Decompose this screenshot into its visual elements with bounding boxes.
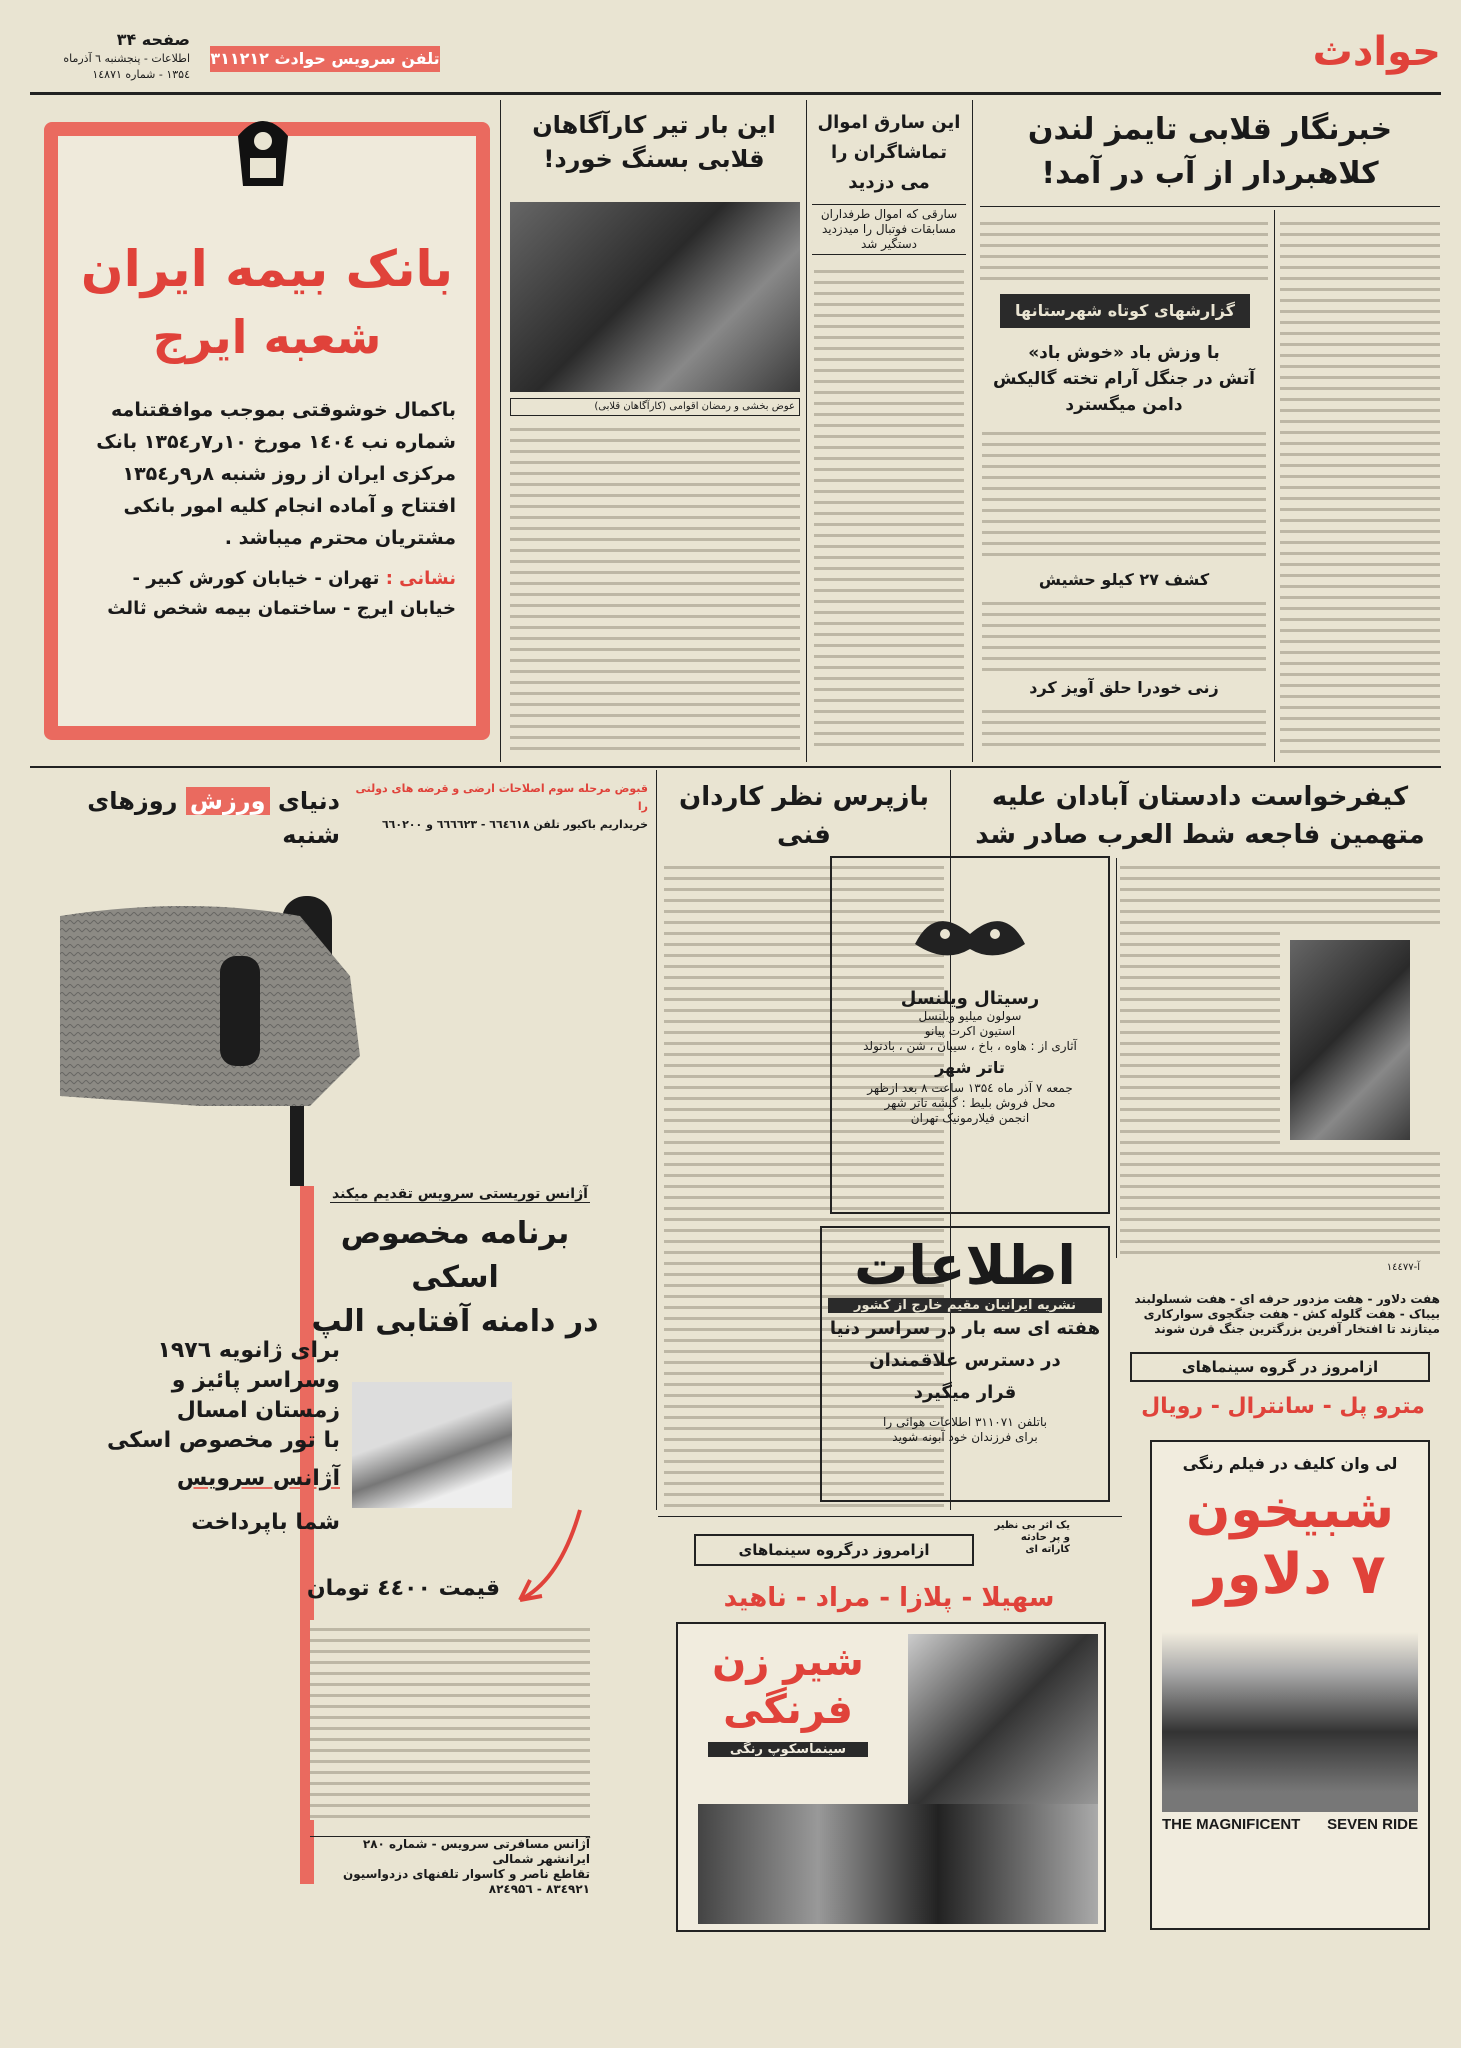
cowboys-illustration: [1162, 1612, 1418, 1812]
provinces-body-3: [982, 702, 1266, 754]
thief-subhead-1: سارقی که اموال طرفداران: [820, 207, 958, 221]
hanging-subhead: زنی خودرا حلق آویز کرد: [1029, 678, 1219, 697]
provinces-body-1: [982, 424, 1266, 564]
times-headline-2: کلاهبردار از آب در آمد!: [1041, 156, 1379, 191]
provinces-headline-2: آتش در جنگل آرام تخته گالیکش: [993, 369, 1255, 389]
ettelaat-line-2: در دسترس علاقمندان: [869, 1350, 1061, 1371]
concert-venue: تاتر شهر: [935, 1058, 1005, 1077]
thief-subhead-2: مسابقات فوتبال را میدزدید: [821, 222, 957, 236]
ski-line-4: با تور مخصوص اسکی: [107, 1428, 340, 1453]
ettelaat-logo: اطلاعات: [854, 1234, 1076, 1297]
page-number: صفحه ۳۴: [116, 30, 190, 49]
thief-headline-1: این سارق اموال: [817, 112, 961, 133]
abadan-headline-2: متهمین فاجعه شط العرب صادر شد: [975, 820, 1425, 850]
detective-body: [510, 420, 800, 752]
cinema-right-poster: [1150, 1440, 1430, 1930]
bank-body: باکمال خوشوقتی بموجب موافقتنامه شماره نب ۱٤۰٤ مورخ ۱۰ر۷ر۱۳۵٤ بانک مرکزی ایران از روز شنبه ۸ر۹ر۱۳۵٤ افتتاح و آماده انجام کلیه امور بانکی مشتریان محترم میباشد .: [96, 399, 456, 549]
mid-rule: [30, 766, 1441, 768]
cinema-mid-list: سهیلا - پلازا - مراد - ناهید: [723, 1583, 1055, 1613]
cinema-mid-poster: [676, 1622, 1106, 1932]
cinema-right-tagline: [1126, 1292, 1440, 1337]
detective-headline-2: قلابی بسنگ خورد!: [543, 145, 765, 173]
fighters-photo: [908, 1634, 1098, 1804]
ski-title-2: در دامنه آفتابی الپ: [311, 1304, 599, 1339]
provinces-headline-1: با وزش باد «خوش باد»: [1028, 343, 1220, 363]
land-reform-line-2: خریداریم باکیور تلفن ٦٦٤٦١۸ - ٦٦٦٦٢٣ و ٦٦۰۲۰۰: [381, 818, 648, 831]
thief-subhead-3: دستگیر شد: [860, 237, 918, 251]
times-body: [1280, 214, 1440, 754]
bank-ad: [44, 122, 490, 740]
col-divider: [500, 100, 501, 762]
col-divider: [656, 770, 657, 1510]
land-reform-line-1: قبوض مرحله سوم اصلاحات ارضی و قرضه های دولتی را: [355, 782, 648, 813]
concert-emblem: [838, 904, 1102, 978]
ad-code: آ-۱٤٤۷۷: [1386, 1262, 1420, 1273]
fighters-photo-bottom: [698, 1804, 1098, 1924]
ski-arrow: [500, 1500, 590, 1610]
skier-photo: [352, 1382, 512, 1508]
ski-footer-2: تقاطع ناصر و کاسوار تلفنهای دزدواسیون ۸۳٤۹۲۱ - ۸۲٤۹۵٦: [342, 1867, 590, 1896]
detective-headline: [508, 108, 800, 176]
address-text: تهران - خیابان کورش کبیر - خیابان ایرج - ساختمان بیمه شخص ثالث: [107, 568, 456, 619]
cinema-right-tagline-1: هفت دلاور - هفت مزدور حرفه ای - هفت شسلولبند: [1134, 1292, 1440, 1306]
concert-ad: [830, 856, 1110, 1214]
cinema-mid-title-1: شیر زن: [712, 1639, 864, 1685]
provinces-headline-3: دامن میگسترد: [1065, 395, 1183, 415]
concert-line-2: استیون اکرت پیانو: [924, 1024, 1016, 1038]
provinces-headline: [980, 340, 1268, 418]
col-divider: [806, 100, 807, 762]
ski-presenter: آژانس توریستی سرویس تقدیم میکند: [330, 1186, 590, 1203]
cinema-right-english-2: SEVEN RIDE: [1327, 1816, 1418, 1833]
cinema-right-english-1: THE MAGNIFICENT: [1162, 1816, 1301, 1833]
times-headline-1: خبرنگار قلابی تایمز لندن: [1027, 112, 1393, 147]
address-label: نشانی :: [385, 568, 456, 589]
phone-banner: تلفن سرویس حوادث ۳۱۱۲۱۲: [210, 46, 440, 72]
land-reform-ad: [348, 780, 648, 834]
provinces-banner: گزارشهای کوتاه شهرستانها: [1000, 294, 1250, 328]
ski-line-2: وسراسر پائیز و: [171, 1368, 340, 1393]
ski-glove-illustration: [50, 856, 410, 1186]
ski-agency: آژانس سرویس: [176, 1466, 340, 1491]
thief-body: [814, 262, 964, 752]
bank-branch: شعبه ایرج: [152, 310, 382, 364]
ski-payment: شما باپرداخت: [191, 1510, 340, 1535]
ski-line-1: برای ژانویه ۱۹۷٦: [157, 1338, 340, 1363]
concert-title: رسیتال ویلنسل: [900, 988, 1040, 1009]
issue-line: ۱۳۵٤ - شماره ۱٤۸۷۱: [92, 68, 190, 81]
ski-price: قیمت ٤٤۰۰ تومان: [306, 1576, 500, 1601]
cinema-right-tagline-3: میتازند تا افتخار آفرین بزرگترین جنگ قرن شوند: [1154, 1322, 1440, 1336]
hashish-subhead: کشف ۲۷ کیلو حشیش: [1038, 570, 1210, 589]
ettelaat-line-1: هفته ای سه بار در سراسر دنیا: [829, 1318, 1101, 1339]
ski-title-1: برنامه مخصوص اسکی: [340, 1216, 570, 1295]
cinema-mid-tagline: یک اثر بی نظیر و پر حادثه کاراته ای: [994, 1520, 1070, 1555]
cinema-mid-format: سینماسکوپ رنگی: [708, 1742, 868, 1757]
sports-word: ورزش: [186, 787, 270, 815]
thief-headline: [812, 108, 966, 198]
cinema-right-title-2: ۷ دلاور: [1194, 1542, 1386, 1607]
concert-line-1: سولون میلیو ویلنسل: [918, 1009, 1022, 1023]
sports-suffix: روزهای شنبه: [87, 787, 340, 849]
bank-emblem: [228, 106, 298, 196]
ettelaat-line-3: قرار میگیرد: [913, 1382, 1017, 1403]
cinema-right-star: لی وان کلیف در فیلم رنگی: [1182, 1454, 1398, 1473]
abadan-photo: [1290, 940, 1410, 1140]
ski-title: [310, 1212, 600, 1344]
ski-footer-1: آژانس مسافرتی سرویس - شماره ۲۸۰ ایرانشهر شمالی: [362, 1837, 590, 1866]
detective-caption: عوض بخشی و رمضان اقوامی (کارآگاهان قلابی): [510, 398, 800, 416]
concert-sponsor: انجمن فیلارمونیک تهران: [910, 1111, 1030, 1125]
concert-date: جمعه ۷ آذر ماه ۱۳۵٤ ساعت ۸ بعد ازظهر: [867, 1081, 1073, 1095]
abadan-headline-1: کیفرخواست دادستان آبادان علیه: [991, 782, 1409, 812]
thief-headline-2: تماشاگران را: [830, 142, 948, 163]
times-headline: [980, 108, 1440, 196]
concert-line-3: آثاری از : هاوه ، باخ ، سیبان ، شن ، بادتولد: [863, 1039, 1077, 1053]
times-body-top: [980, 214, 1268, 284]
concert-tickets: محل فروش بلیط : گیشه تاتر شهر: [884, 1096, 1056, 1110]
cinema-right-list: مترو پل - سانترال - رویال: [1141, 1394, 1425, 1419]
date-line: اطلاعات - پنجشنبه ٦ آذرماه: [63, 52, 190, 65]
times-rule: [980, 206, 1440, 207]
bank-title: بانک بیمه ایران: [80, 240, 454, 298]
cinema-mid-from-today: ازامروز درگروه سینماهای: [694, 1534, 974, 1566]
header-rule: [30, 92, 1441, 95]
ettelaat-ad: [820, 1226, 1110, 1502]
col-divider: [972, 100, 973, 762]
ski-footer: [310, 1836, 590, 1897]
ettelaat-line-4: باتلفن ۳۱۱۰۷۱ اطلاعات هوائی را: [883, 1415, 1047, 1429]
technician-headline-1: بازپرس نظر کاردان فنی: [679, 782, 929, 850]
ettelaat-line-5: برای فرزندان خود آبونه شوید: [892, 1430, 1038, 1444]
col-divider: [658, 1516, 1122, 1517]
col-divider: [1274, 210, 1275, 762]
abadan-headline: [960, 778, 1440, 854]
cinema-right-tagline-2: بیباک - هفت گلوله کش - هفت جنگجوی سوارکاری: [1143, 1307, 1440, 1321]
ski-terms: [310, 1620, 590, 1820]
thief-headline-3: می دزدید: [848, 172, 930, 193]
cinema-right-title-1: شبیخون: [1185, 1480, 1395, 1540]
detective-headline-1: این بار تیر کارآگاهان: [532, 111, 776, 139]
bank-address: [78, 564, 456, 624]
sports-prefix: دنیای: [277, 787, 340, 815]
sports-title: [40, 784, 340, 852]
detective-photo: [510, 202, 800, 392]
ettelaat-strap: نشریه ایرانیان مقیم خارج از کشور: [828, 1298, 1102, 1313]
provinces-body-2: [982, 594, 1266, 674]
ski-line-3: زمستان امسال: [176, 1398, 340, 1423]
ski-details: [40, 1336, 340, 1538]
col-divider: [1116, 858, 1117, 1258]
cinema-mid-title-2: فرنگی: [723, 1687, 853, 1733]
section-title: حوادث: [1312, 29, 1441, 75]
thief-subhead: [812, 204, 966, 255]
cinema-right-from-today: ازامروز در گروه سینماهای: [1130, 1352, 1430, 1382]
